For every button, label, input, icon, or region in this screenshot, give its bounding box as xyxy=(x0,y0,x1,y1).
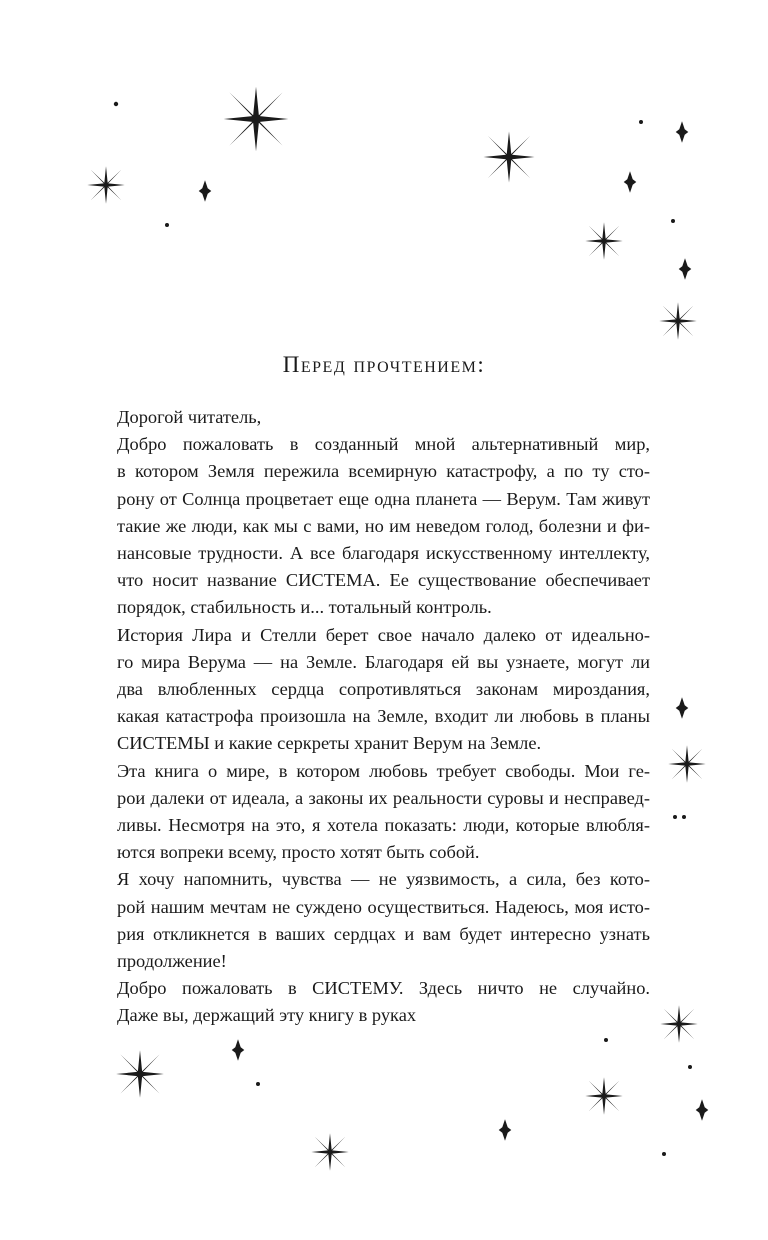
diamond-star-icon xyxy=(679,258,692,280)
diamond-star-icon xyxy=(676,697,689,719)
sparkle-star-icon xyxy=(660,1005,697,1042)
dot-star-icon xyxy=(639,120,643,124)
text-line: рои далеки от идеала, а законы их реальности суровы и несправед- xyxy=(117,787,650,808)
text-line: какая катастрофа произошла на Земле, входит ли любовь в планы xyxy=(117,706,650,727)
text-line: порядок, стабильность и... тотальный контроль. xyxy=(117,597,492,618)
page-title: Перед прочтением: xyxy=(282,352,486,377)
text-line: ливы. Несмотря на это, я хотела показать: люди, которые влюбля- xyxy=(117,815,650,836)
text-line: нансовые трудности. А все благодаря искусственному интеллекту, xyxy=(117,543,650,564)
dot-star-icon xyxy=(688,1065,692,1069)
text-line: рону от Солнца процветает еще одна планета — Верум. Там живут xyxy=(117,488,650,509)
text-line: СИСТЕМЫ и какие серкреты хранит Верум на Земле. xyxy=(117,733,542,754)
text-line: Даже вы, держащий эту книгу в руках xyxy=(117,1005,417,1026)
text-line: Добро пожаловать в созданный мной альтернативный мир, xyxy=(117,434,650,455)
text-line: рия откликнется в ваших сердцах и вам будет интересно узнать xyxy=(117,923,650,944)
diamond-star-icon xyxy=(676,121,689,143)
sparkle-star-icon xyxy=(585,222,622,259)
sparkle-star-icon xyxy=(659,302,696,339)
dot-star-icon xyxy=(662,1152,666,1156)
sparkle-star-icon xyxy=(585,1077,622,1114)
dot-star-icon xyxy=(682,815,686,819)
sparkle-star-icon xyxy=(668,745,705,782)
text-line: такие же люди, как мы с вами, но им неведом голод, болезни и фи- xyxy=(117,515,650,536)
text-line: Эта книга о мире, в котором любовь требует свободы. Мои ге- xyxy=(117,760,650,781)
text-line: Добро пожаловать в СИСТЕМУ. Здесь ничто не случайно. xyxy=(117,978,650,999)
dot-star-icon xyxy=(256,1082,260,1086)
sparkle-star-icon xyxy=(87,166,124,203)
text-line: что носит название СИСТЕМА. Ее существование обеспечивает xyxy=(117,570,650,591)
text-line: Я хочу напомнить, чувства — не уязвимость, а сила, без кото- xyxy=(117,869,650,890)
diamond-star-icon xyxy=(232,1039,245,1061)
sparkle-star-icon xyxy=(484,132,535,183)
dot-star-icon xyxy=(165,223,169,227)
text-line: рой нашим мечтам не суждено осуществиться. Надеюсь, моя исто- xyxy=(117,896,650,917)
preface-text xyxy=(117,404,650,1031)
text-line: История Лира и Стелли берет свое начало далеко от идеально- xyxy=(117,624,650,645)
text-line: продолжение! xyxy=(117,951,227,972)
diamond-star-icon xyxy=(696,1099,709,1121)
text-line: го мира Верума — на Земле. Благодаря ей вы узнаете, могут ли xyxy=(117,651,650,672)
sparkle-star-icon xyxy=(224,87,289,152)
dot-star-icon xyxy=(673,815,677,819)
sparkle-star-icon xyxy=(116,1050,164,1098)
diamond-star-icon xyxy=(624,171,637,193)
diamond-star-icon xyxy=(199,180,212,202)
text-line: два влюбленных сердца сопротивляться законам мироздания, xyxy=(117,679,650,700)
dot-star-icon xyxy=(114,102,118,106)
text-line: Дорогой читатель, xyxy=(117,407,262,427)
diamond-star-icon xyxy=(499,1119,512,1141)
dot-star-icon xyxy=(671,219,675,223)
sparkle-star-icon xyxy=(311,1133,348,1170)
text-line: в котором Земля пережила всемирную катастрофу, а по ту сто- xyxy=(117,461,650,482)
dot-star-icon xyxy=(604,1038,608,1042)
text-line: ются вопреки всему, просто хотят быть собой. xyxy=(117,842,480,863)
